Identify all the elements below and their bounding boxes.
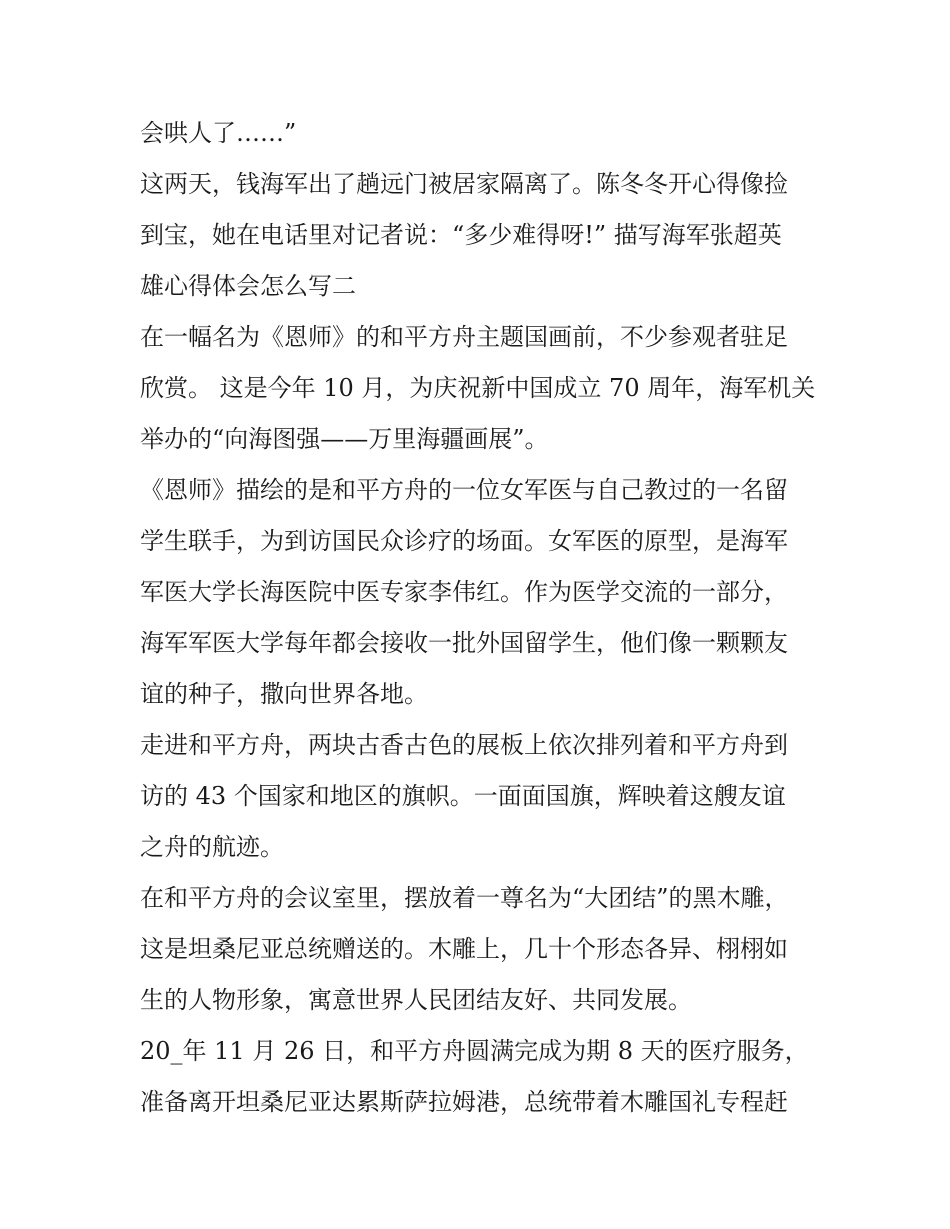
text-line: 会哄人了……” (140, 119, 297, 147)
text-line: 这是坦桑尼亚总统赠送的。木雕上，几十个形态各异、栩栩如 (140, 935, 788, 963)
text-line: 学生联手，为到访国民众诊疗的场面。女军医的原型，是海军 (140, 527, 788, 555)
text-line: 到宝，她在电话里对记者说：“多少难得呀!” 描写海军张超英 (140, 221, 782, 249)
text-line: 《恩师》描绘的是和平方舟的一位女军医与自己教过的一名留 (140, 476, 788, 504)
text-line: 在一幅名为《恩师》的和平方舟主题国画前，不少参观者驻足 (140, 323, 788, 351)
text-line: 走进和平方舟，两块古香古色的展板上依次排列着和平方舟到 (140, 731, 788, 759)
text-line: 之舟的航迹。 (140, 833, 284, 861)
text-line: 举办的“向海图强——万里海疆画展”。 (140, 425, 549, 453)
text-line: 在和平方舟的会议室里，摆放着一尊名为“大团结”的黑木雕， (140, 884, 789, 912)
text-line: 准备离开坦桑尼亚达累斯萨拉姆港，总统带着木雕国礼专程赶 (140, 1088, 788, 1116)
text-line: 谊的种子，撒向世界各地。 (140, 680, 428, 708)
text-line: 海军军医大学每年都会接收一批外国留学生，他们像一颗颗友 (140, 629, 788, 657)
text-line: 军医大学长海医院中医专家李伟红。作为医学交流的一部分， (140, 578, 788, 606)
text-line: 20_年 11 月 26 日，和平方舟圆满完成为期 8 天的医疗服务， (140, 1037, 809, 1065)
document-body (140, 108, 820, 1128)
text-line: 这两天，钱海军出了趟远门被居家隔离了。陈冬冬开心得像捡 (140, 170, 788, 198)
text-line: 欣赏。 这是今年 10 月，为庆祝新中国成立 70 周年，海军机关 (140, 374, 816, 402)
text-line: 生的人物形象，寓意世界人民团结友好、共同发展。 (140, 986, 692, 1014)
text-line: 访的 43 个国家和地区的旗帜。一面面国旗，辉映着这艘友谊 (140, 782, 786, 810)
text-line: 雄心得体会怎么写二 (140, 272, 356, 300)
